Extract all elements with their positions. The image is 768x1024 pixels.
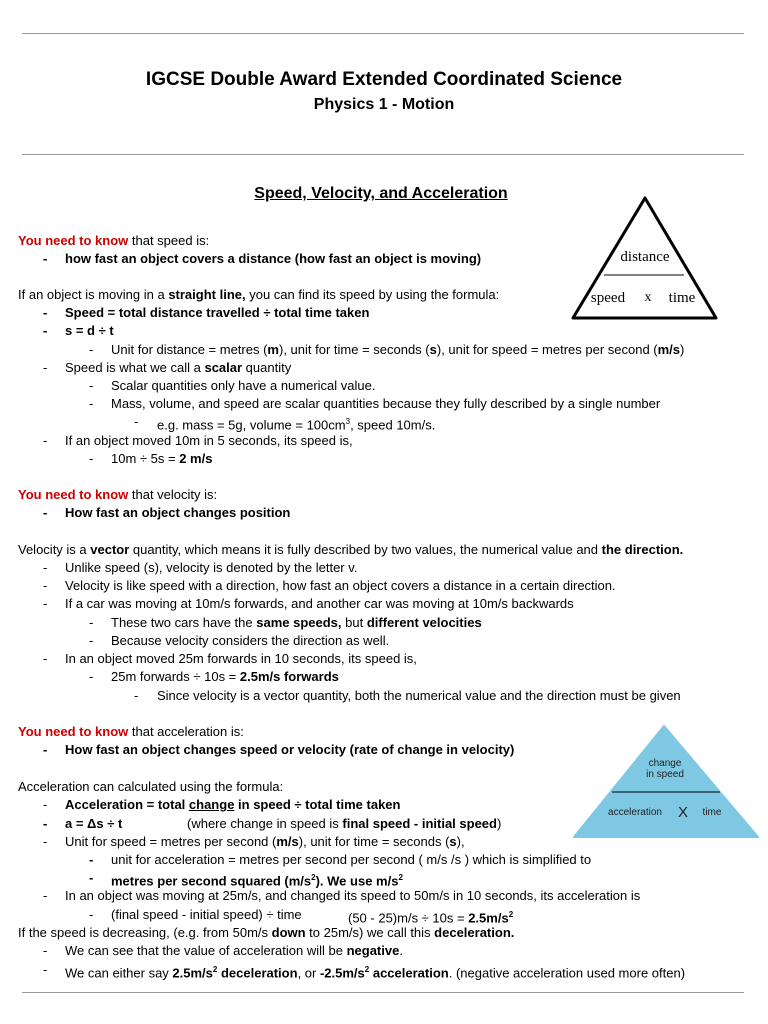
acceleration-unit-squared: metres per second squared $(m/s^2)$. We use $m/s^2$ [111,873,403,889]
need-to-know-label: You need to know [18,487,129,502]
speed-units: Unit for distance = metres (m), unit for time = seconds (s), unit for speed = metres per second (m/s) [111,342,685,357]
speed-formula-intro: If an object is moving in a straight line, you can find its speed by using the formula: [18,287,500,302]
scalar-definition: Scalar quantities only have a numerical value. [111,378,376,393]
velocity-definition: How fast an object changes position [65,505,291,520]
deceleration-definition: If the speed is decreasing, (e.g. from 50m/s down to 25m/s) we call this deceleration. [18,925,515,940]
velocity-b4b: Since velocity is a vector quantity, both the numerical value and the direction must be given [157,688,681,703]
bullet: - [43,560,48,575]
deceleration-either: We can either say $2.5m/s^2$ deceleration, or $-2.5m/s^2$ acceleration. (negative acceleration used more often) [65,965,686,981]
acceleration-need-to-know: You need to know that acceleration is: [18,724,244,739]
bullet: - [89,852,94,867]
velocity-b4a: 25m forwards ÷ 10s = 2.5m/s forwards [111,669,339,684]
bullet: - [134,688,139,703]
bullet: - [43,251,48,266]
speed-formula-symbols: s = d ÷ t [65,323,114,338]
bottom-rule [22,992,744,993]
bullet: - [43,578,48,593]
accel-triangle-times: X [677,804,689,821]
page-title: IGCSE Double Award Extended Coordinated Science [145,69,623,90]
bullet: - [89,451,94,466]
triangle-label-distance: distance [620,249,670,265]
speed-example-calc: 10m ÷ 5s = 2 m/s [111,451,213,466]
bullet: - [89,907,94,922]
header-rule [22,154,744,155]
accel-triangle-time: time [702,807,722,818]
bullet: - [43,742,48,757]
acceleration-unit-description: unit for acceleration = metres per second per second ( m/s /s ) which is simplified to [111,852,592,867]
bullet: - [43,433,48,448]
top-rule [22,33,744,34]
acceleration-example-calc2: $(50 - 25)m/s \div 10s = 2.5m/s^2$ [348,910,514,926]
accel-triangle-change: change [648,758,682,769]
speed-formula-triangle [566,192,726,322]
speed-definition: how fast an object covers a distance (how fast an object is moving) [65,251,482,266]
bullet: - [43,360,48,375]
acceleration-definition: How fast an object changes speed or velocity (rate of change in velocity) [65,742,515,757]
need-to-know-label: You need to know [18,724,129,739]
bullet: - [89,342,94,357]
acceleration-formula-triangle [572,722,762,840]
velocity-b3: If a car was moving at 10m/s forwards, and another car was moving at 10m/s backwards [65,596,574,611]
speed-formula-words: Speed = total distance travelled ÷ total time taken [65,305,370,320]
velocity-b2: Velocity is like speed with a direction, how fast an object covers a distance in a certain direction. [65,578,616,593]
bullet: - [89,615,94,630]
scalar-eg: e.g. mass = 5g, volume = $100cm^3$, speed 10m/s. [157,417,436,433]
bullet: - [43,816,48,831]
accel-triangle-in-speed: in speed [646,769,684,780]
bullet: - [43,962,48,977]
triangle-label-speed: speed [590,290,626,306]
velocity-b4: In an object moved 25m forwards in 10 seconds, its speed is, [65,651,417,666]
need-to-know-label: You need to know [18,233,129,248]
acceleration-formula-intro: Acceleration can calculated using the formula: [18,779,284,794]
velocity-b3a: These two cars have the same speeds, but different velocities [111,615,482,630]
speed-need-to-know: You need to know that speed is: [18,233,210,248]
bullet: - [134,414,139,429]
bullet: - [89,378,94,393]
bullet: - [89,870,94,885]
triangle-label-time: time [668,290,696,306]
acceleration-formula-note: (where change in speed is final speed - initial speed) [187,816,502,831]
velocity-b1: Unlike speed (s), velocity is denoted by the letter v. [65,560,358,575]
bullet: - [43,596,48,611]
bullet: - [89,669,94,684]
speed-scalar: Speed is what we call a scalar quantity [65,360,292,375]
velocity-need-to-know: You need to know that velocity is: [18,487,218,502]
acceleration-formula-words: Acceleration = total change in speed ÷ total time taken [65,797,401,812]
bullet: - [43,505,48,520]
bullet: - [89,633,94,648]
bullet: - [89,396,94,411]
deceleration-negative: We can see that the value of acceleration will be negative. [65,943,403,958]
accel-triangle-acceleration: acceleration [608,807,662,818]
bullet: - [43,797,48,812]
acceleration-example-calc1: (final speed - initial speed) ÷ time [111,907,302,922]
bullet: - [43,834,48,849]
bullet: - [43,651,48,666]
velocity-b3b: Because velocity considers the direction as well. [111,633,390,648]
velocity-vector: Velocity is a vector quantity, which means it is fully described by two values, the numerical value and the direction. [18,542,684,557]
section-title: Speed, Velocity, and Acceleration [254,185,508,202]
page-subtitle: Physics 1 - Motion [313,96,455,113]
bullet: - [43,888,48,903]
acceleration-formula-symbols: a = Δs ÷ t [65,816,123,831]
bullet: - [43,943,48,958]
scalar-examples: Mass, volume, and speed are scalar quantities because they fully described by a single number [111,396,661,411]
speed-example-question: If an object moved 10m in 5 seconds, its speed is, [65,433,353,448]
bullet: - [43,323,48,338]
bullet: - [43,305,48,320]
acceleration-example-question: In an object was moving at 25m/s, and changed its speed to 50m/s in 10 seconds, its acceleration is [65,888,641,903]
acceleration-units: Unit for speed = metres per second (m/s), unit for time = seconds (s), [65,834,465,849]
triangle-times-sign: x [644,290,652,305]
